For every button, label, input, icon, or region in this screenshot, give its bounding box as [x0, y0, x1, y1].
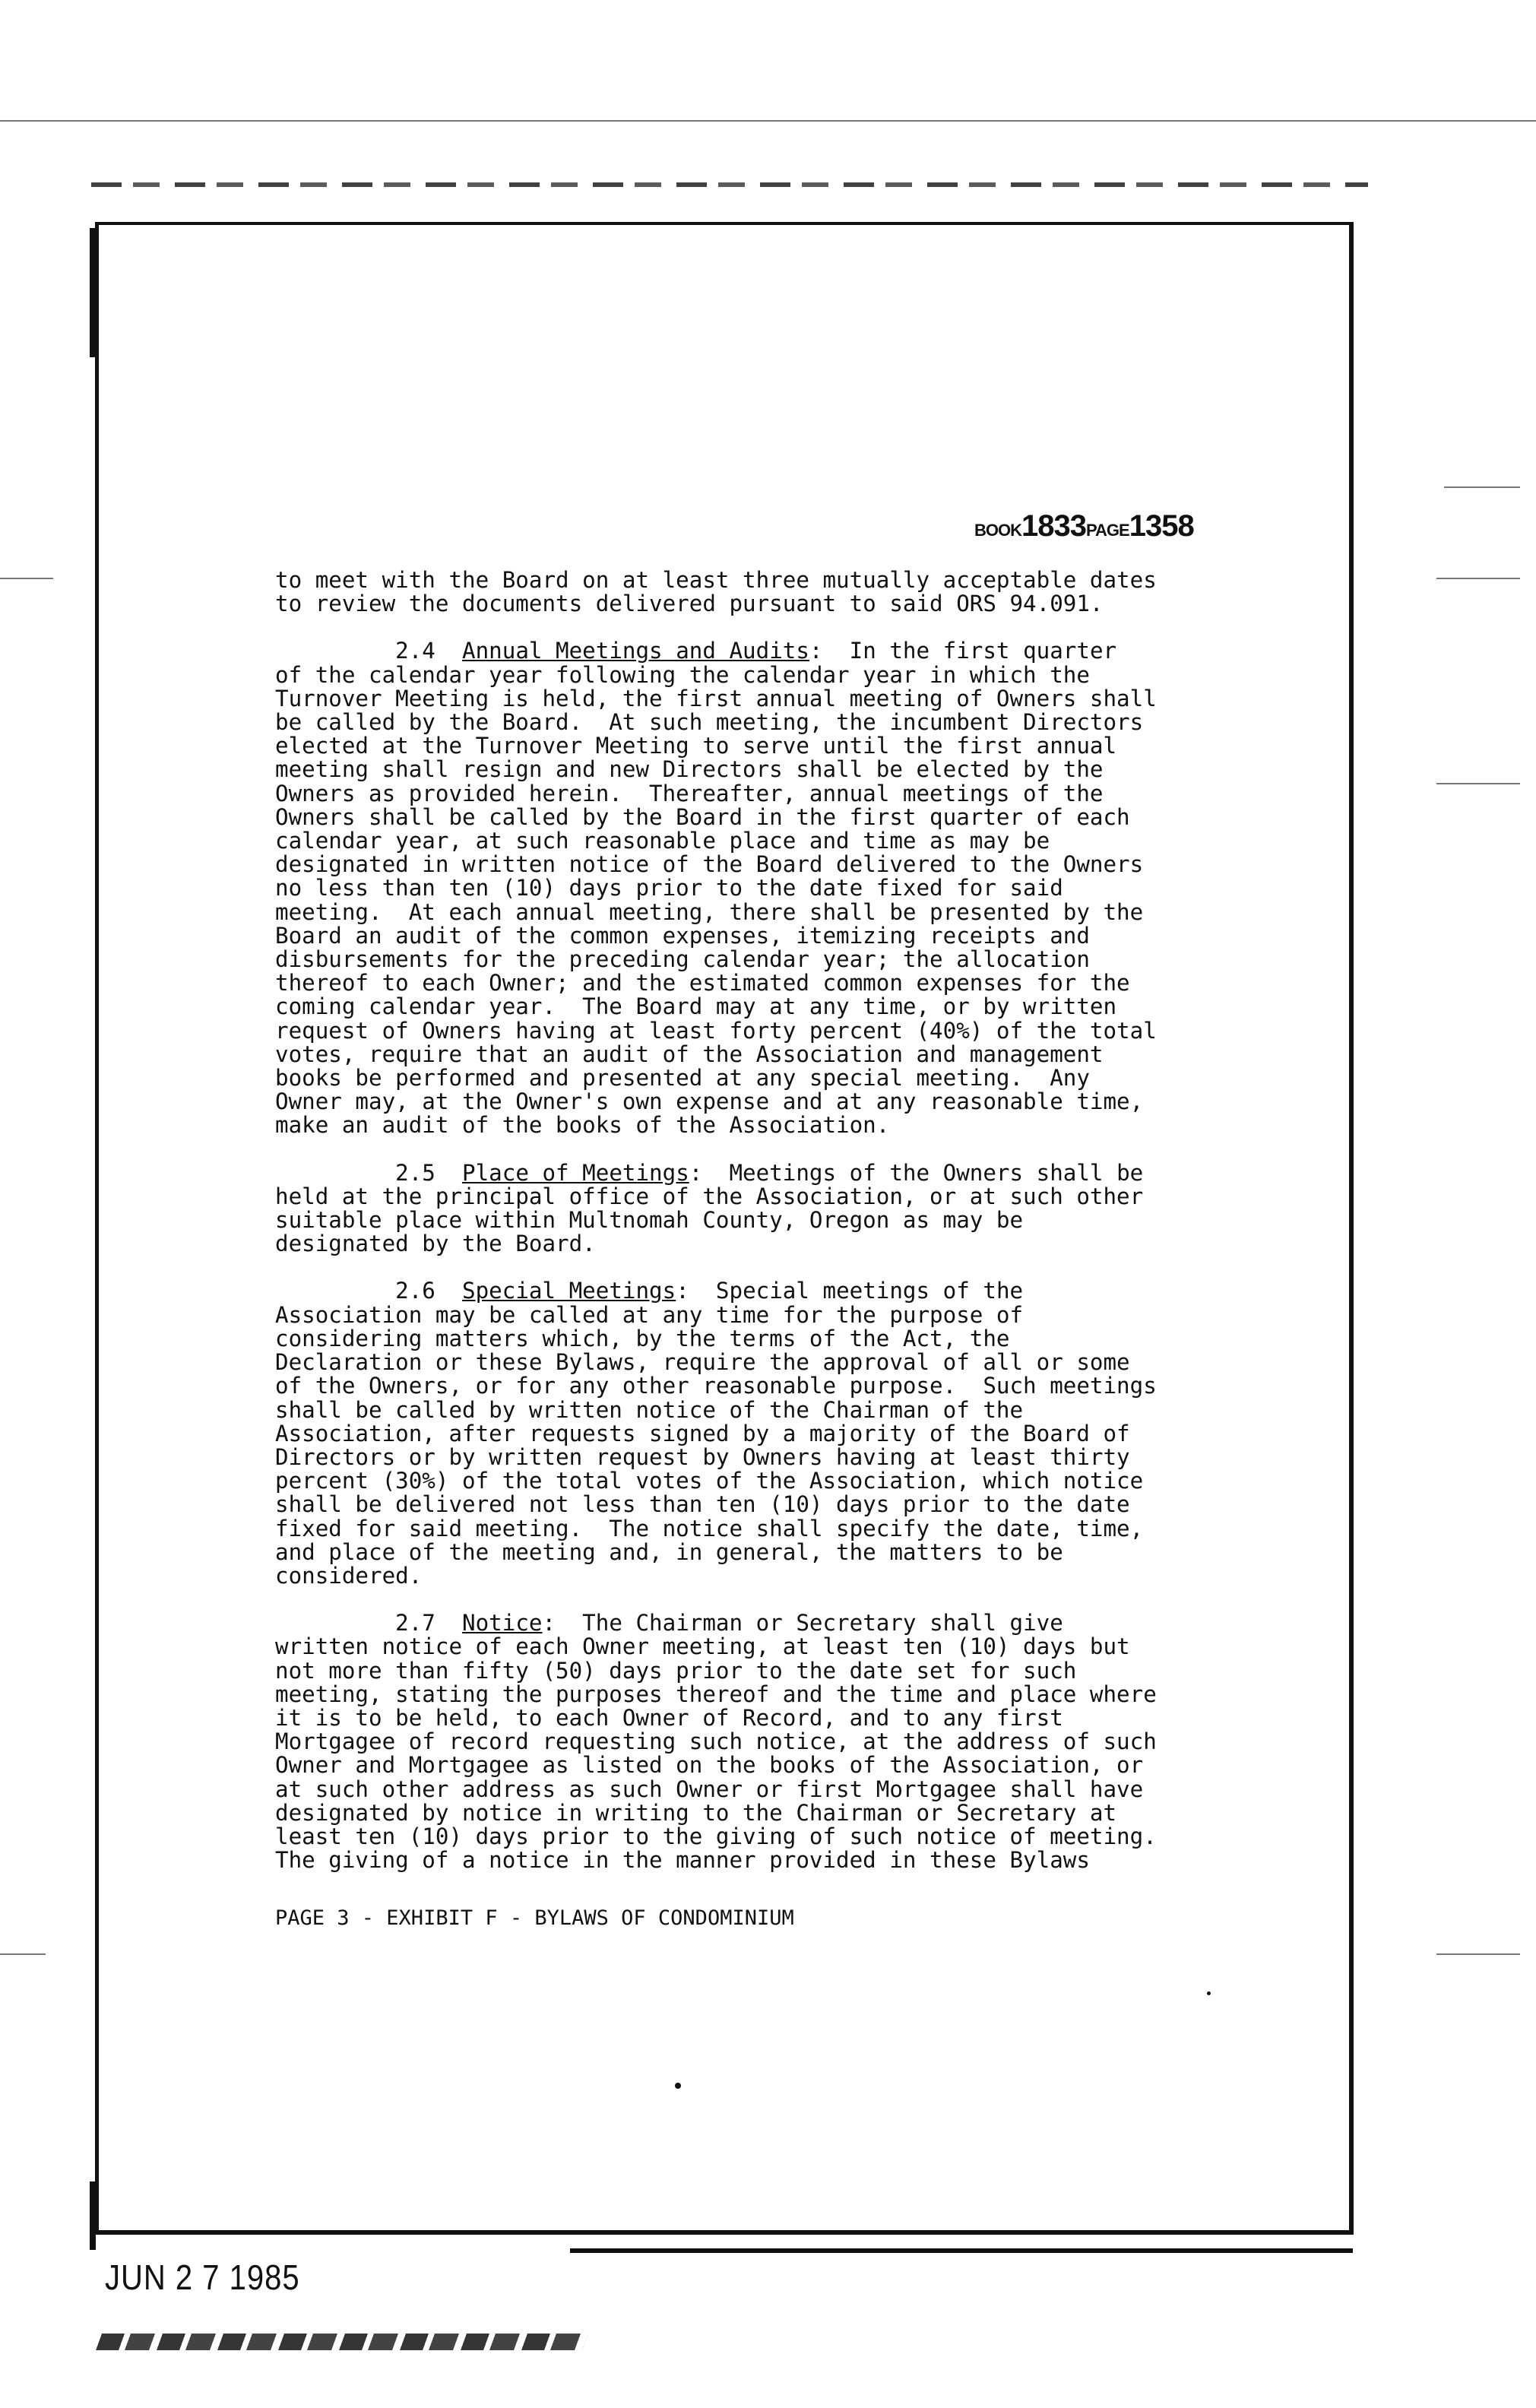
section-heading: Special Meetings: [462, 1278, 676, 1304]
body-line: Association may be called at any time for the purpose of: [275, 1301, 1024, 1328]
book-page-number: [974, 509, 1194, 543]
section-number: 2.5: [395, 1159, 435, 1186]
body-line: calendar year, at such reasonable place and time as may be: [275, 828, 1050, 854]
body-line: designated by notice in writing to the Chairman or Secretary at: [275, 1799, 1117, 1826]
body-line: of the Owners, or for any other reasonable purpose. Such meetings: [275, 1373, 1157, 1399]
body-line: it is to be held, to each Owner of Record, and to any first: [275, 1704, 1063, 1731]
book-number: 1833: [1021, 509, 1086, 543]
recording-date-stamp: JUN 2 7 1985: [105, 2258, 300, 2298]
scan-edge-mark: [1436, 1953, 1520, 1955]
body-line: designated by the Board.: [275, 1231, 596, 1257]
scan-edge-mark: [1444, 486, 1520, 488]
body-line: Association, after requests signed by a majority of the Board of: [275, 1420, 1130, 1446]
body-line: percent (30%) of the total votes of the Association, which notice: [275, 1468, 1144, 1494]
body-line: Owners shall be called by the Board in the first quarter of each: [275, 803, 1130, 830]
body-line: Turnover Meeting is held, the first annual meeting of Owners shall: [275, 685, 1157, 711]
body-line: fixed for said meeting. The notice shall specify the date, time,: [275, 1515, 1144, 1541]
section-first-line: : In the first quarter: [809, 638, 1117, 664]
section-heading-line: [275, 1161, 1210, 1185]
scan-edge-mark: [1436, 783, 1520, 784]
section-heading-line: [275, 639, 1210, 663]
body-line: least ten (10) days prior to the giving of such notice of meeting.: [275, 1823, 1157, 1849]
body-line: shall be delivered not less than ten (10) days prior to the date: [275, 1491, 1130, 1518]
scan-speck: [675, 2083, 681, 2089]
body-line: shall be called by written notice of the Chairman of the: [275, 1396, 1024, 1423]
section-first-line: : Special meetings of the: [676, 1278, 1024, 1304]
scan-edge-mark: [0, 1953, 46, 1955]
body-line: meeting. At each annual meeting, there shall be presented by the: [275, 898, 1144, 925]
body-line: and place of the meeting and, in general, the matters to be: [275, 1538, 1063, 1565]
body-line: suitable place within Multnomah County, Oregon as may be: [275, 1207, 1024, 1234]
body-line: not more than fifty (50) days prior to the date set for such: [275, 1657, 1077, 1684]
body-line: be called by the Board. At such meeting, the incumbent Directors: [275, 709, 1144, 736]
body-line: no less than ten (10) days prior to the date fixed for said: [275, 875, 1063, 901]
body-line: written notice of each Owner meeting, at least ten (10) days but: [275, 1633, 1130, 1660]
body-line: to meet with the Board on at least three mutually acceptable dates: [275, 567, 1157, 593]
section-first-line: : Meetings of the Owners shall be: [689, 1159, 1144, 1186]
section-number: 2.7: [395, 1610, 435, 1636]
body-line: designated in written notice of the Board delivered to the Owners: [275, 851, 1144, 878]
body-line: to review the documents delivered pursuant to said ORS 94.091.: [275, 591, 1104, 617]
scan-top-noise: [91, 182, 1368, 187]
page-label: PAGE: [1085, 521, 1129, 540]
body-line: at such other address as such Owner or first Mortgagee shall have: [275, 1776, 1144, 1802]
body-line: request of Owners having at least forty percent (40%) of the total: [275, 1017, 1157, 1044]
body-line: Declaration or these Bylaws, require the approval of all or some: [275, 1349, 1130, 1376]
page-footer: PAGE 3 - EXHIBIT F - BYLAWS OF CONDOMINIUM: [275, 1906, 794, 1930]
body-line: elected at the Turnover Meeting to serve until the first annual: [275, 733, 1117, 759]
scan-bottom-noise: [96, 2334, 588, 2350]
body-line: meeting, stating the purposes thereof and the time and place where: [275, 1681, 1157, 1707]
section-heading: Place of Meetings: [462, 1159, 689, 1186]
section-heading: Notice: [462, 1610, 543, 1636]
section-heading: Annual Meetings and Audits: [462, 638, 809, 664]
scan-left-mark: [90, 228, 96, 357]
scan-speck: [1207, 1991, 1211, 1995]
body-line: Mortgagee of record requesting such notice, at the address of such: [275, 1728, 1157, 1755]
page-number: 1358: [1129, 509, 1194, 543]
page-bottom-rule: [570, 2248, 1353, 2253]
scan-left-mark: [90, 2181, 96, 2250]
body-line: Owner and Mortgagee as listed on the books of the Association, or: [275, 1752, 1144, 1779]
body-line: make an audit of the books of the Association.: [275, 1112, 890, 1139]
body-line: held at the principal office of the Association, or at such other: [275, 1183, 1144, 1209]
section-heading-line: [275, 1611, 1210, 1635]
body-line: considered.: [275, 1562, 423, 1589]
body-line: Owner may, at the Owner's own expense and at any reasonable time,: [275, 1088, 1144, 1115]
scan-edge-mark: [1436, 578, 1520, 579]
body-line: The giving of a notice in the manner provided in these Bylaws: [275, 1847, 1090, 1874]
scan-top-rule: [0, 120, 1536, 122]
section-number: 2.4: [395, 638, 435, 664]
body-line: disbursements for the preceding calendar year; the allocation: [275, 946, 1090, 973]
scan-edge-mark: [0, 578, 53, 579]
body-line: Owners as provided herein. Thereafter, annual meetings of the: [275, 780, 1104, 806]
body-line: considering matters which, by the terms of the Act, the: [275, 1325, 1010, 1351]
body-line: Directors or by written request by Owners having at least thirty: [275, 1443, 1130, 1470]
body-line: thereof to each Owner; and the estimated common expenses for the: [275, 970, 1130, 996]
body-line: books be performed and presented at any special meeting. Any: [275, 1065, 1090, 1092]
section-heading-line: [275, 1279, 1210, 1303]
body-line: meeting shall resign and new Directors shall be elected by the: [275, 756, 1104, 783]
document-body: [275, 569, 1210, 1872]
body-line: votes, require that an audit of the Association and management: [275, 1041, 1104, 1067]
body-line: coming calendar year. The Board may at any time, or by written: [275, 993, 1117, 1020]
body-line: of the calendar year following the calendar year in which the: [275, 661, 1090, 688]
book-label: BOOK: [974, 521, 1021, 540]
section-first-line: : The Chairman or Secretary shall give: [542, 1610, 1063, 1636]
body-line: Board an audit of the common expenses, itemizing receipts and: [275, 922, 1090, 949]
section-number: 2.6: [395, 1278, 435, 1304]
